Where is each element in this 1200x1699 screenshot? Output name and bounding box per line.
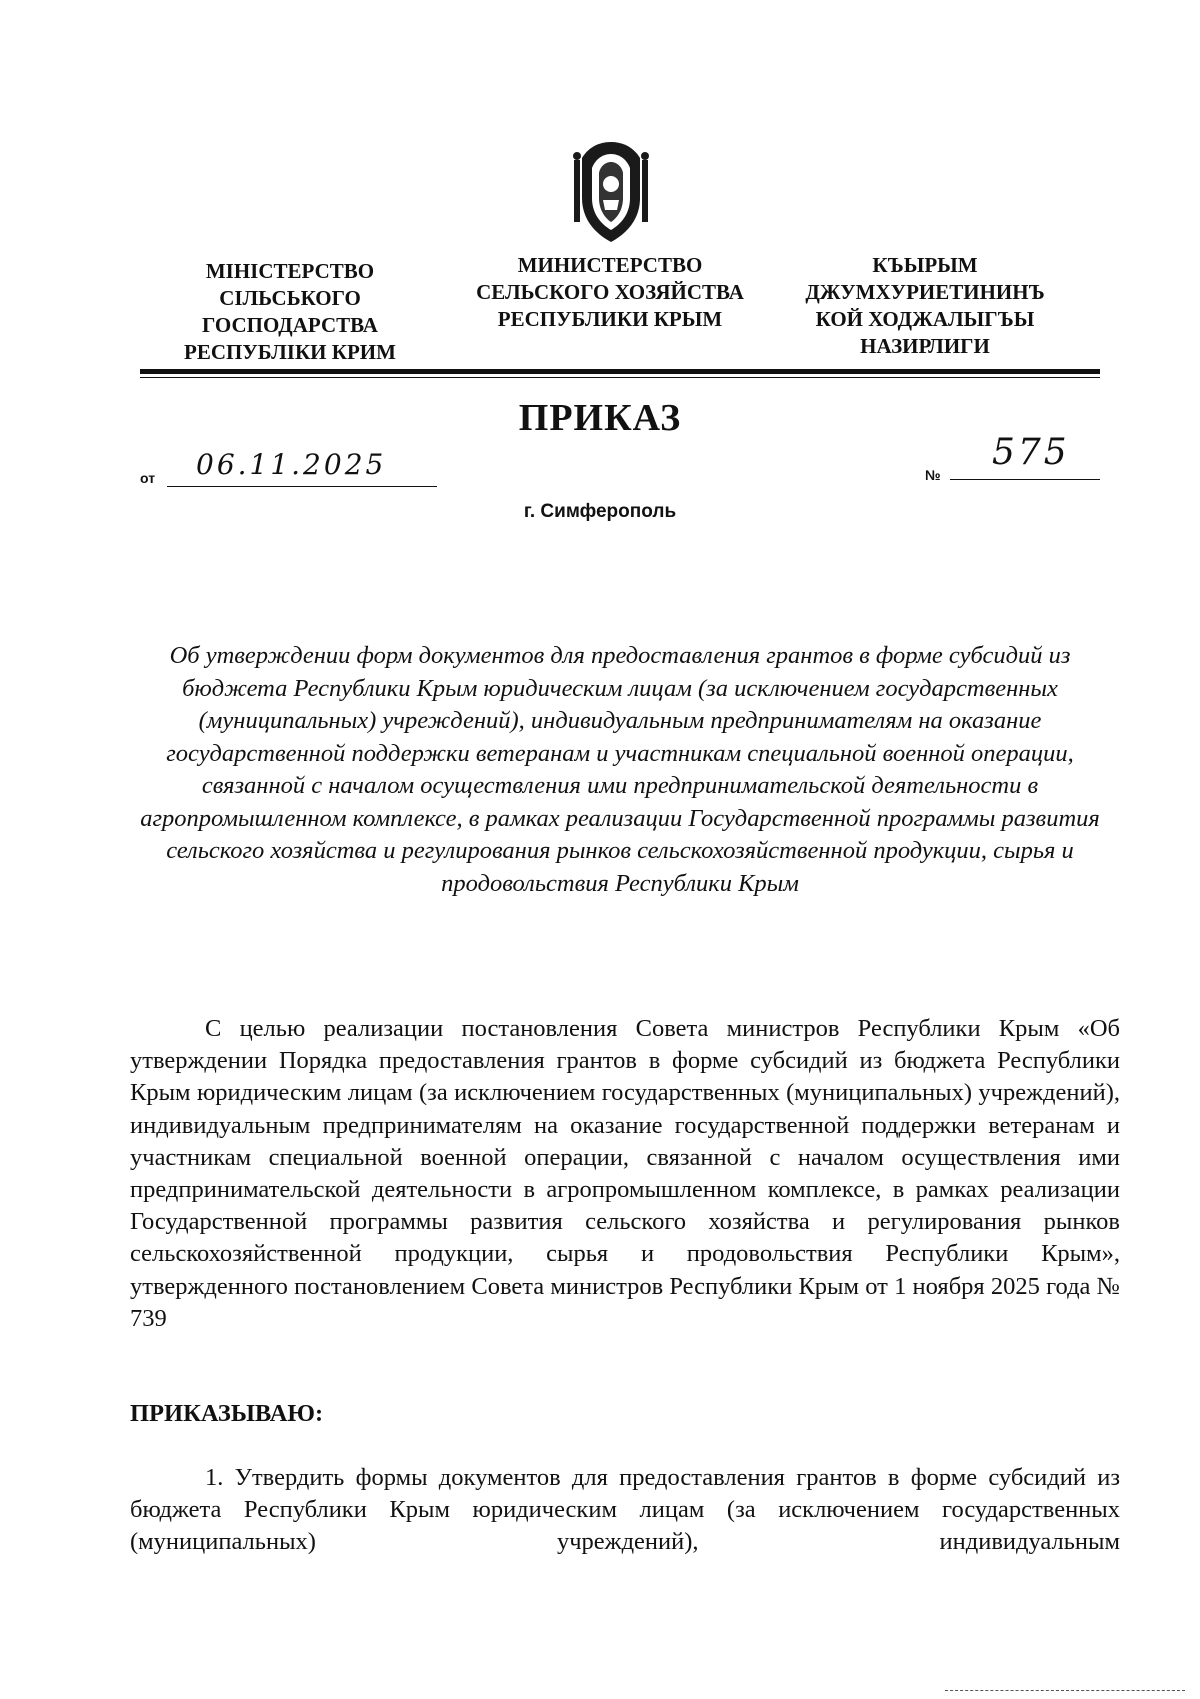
number-label: №	[925, 467, 941, 483]
preamble-paragraph: С целью реализации постановления Совета министров Республики Крым «Об утверждении Порядка предоставления грантов в форме субсидий из бюджета Республики Крым юридическим лицам (за исключением государственных (муниципальных) учреждений), индивидуальным предпринимателям на оказание государственной поддержки ветеранам и участникам специальной военной операции, связанной с началом осуществления ими предпринимательской деятельности в агропромышленном комплексе, в рамках реализации Государственной программы развития сельского хозяйства и регулирования рынков сельскохозяйственной продукции, сырья и продовольствия Республики Крым», утвержденного постановлением Совета министров Республики Крым от 1 ноября 2025 года № 739	[130, 1015, 1120, 1332]
scan-marks	[945, 1690, 1185, 1692]
document-date: 06.11.2025	[196, 448, 387, 481]
number-underline	[950, 479, 1100, 480]
document-type: ПРИКАЗ	[518, 397, 682, 439]
ministry-name-russian: МИНИСТЕРСТВО СЕЛЬСКОГО ХОЗЯЙСТВА РЕСПУБЛИКИ КРЫМ	[476, 253, 744, 331]
date-underline	[167, 486, 437, 487]
ministry-name-crimean-tatar: КЪЫРЫМ ДЖУМХУРИЕТИНИНЪ КОЙ ХОДЖАЛЫГЪЫ НАЗИРЛИГИ	[805, 253, 1045, 358]
header-divider-thick	[140, 369, 1100, 374]
ministry-name-ukrainian: МІНІСТЕРСТВО СІЛЬСЬКОГО ГОСПОДАРСТВА РЕСПУБЛІКИ КРИМ	[184, 259, 396, 364]
order-item-1: 1. Утвердить формы документов для предоставления грантов в форме субсидий из бюджета Республики Крым юридическим лицам (за исключением государственных (муниципальных) учреждений), индивидуальным	[130, 1464, 1120, 1555]
document-number: 575	[992, 432, 1070, 473]
order-heading: ПРИКАЗЫВАЮ:	[130, 1400, 324, 1427]
coat-of-arms-icon	[568, 140, 654, 244]
header-divider-thin	[140, 377, 1100, 378]
city-name: г. Симферополь	[523, 501, 677, 522]
date-label: от	[140, 470, 156, 486]
document-title: Об утверждении форм документов для предоставления грантов в форме субсидий из бюджета Республики Крым юридическим лицам (за исключением государственных (муниципальных) учреждений), индивидуальным предпринимателям на оказание государственной поддержки ветеранам и участникам специальной военной операции, связанной с началом осуществления ими предпринимательской деятельности в агропромышленном комплексе, в рамках реализации Государственной программы развития сельского хозяйства и регулирования рынков сельскохозяйственной продукции, сырья и продовольствия Республики Крым	[140, 642, 1100, 897]
